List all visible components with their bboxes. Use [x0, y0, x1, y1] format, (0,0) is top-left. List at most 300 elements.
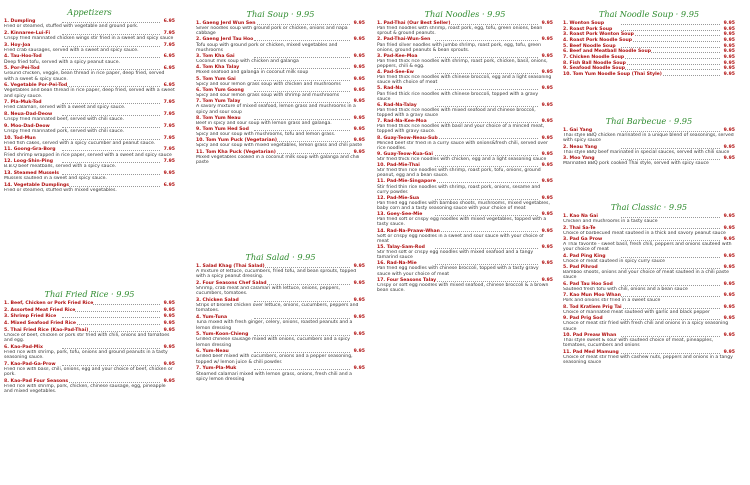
- menu-item: [563, 265, 735, 280]
- item-price: 9.95: [353, 65, 365, 71]
- item-price: 9.95: [723, 37, 735, 43]
- menu-item: [563, 128, 735, 143]
- item-description: Fried fish cakes, served with a spicy cucumber and peanut sauce.: [4, 140, 156, 146]
- item-price: 9.95: [723, 225, 735, 231]
- item-name: 5. Yum-Koon-Chieng: [196, 332, 249, 338]
- item-description: Marinated BBQ pork cooked Thai style, served with spicy sauce: [563, 161, 709, 167]
- item-price: 6.95: [163, 54, 175, 60]
- item-description: Pan fried thick rice noodles with chinese broccoli, egg and a light seasoning sauce with choice of meat: [377, 75, 552, 86]
- item-name: 17. Four Seasons Talay: [377, 277, 437, 283]
- item-price: 9.95: [541, 261, 553, 267]
- menu-item: [4, 19, 175, 29]
- menu-item: [563, 282, 735, 292]
- menu-item: [4, 345, 175, 360]
- menu-item: [196, 366, 365, 381]
- item-description: Choice of meat sauteed in spicy curry sauce: [563, 258, 665, 264]
- item-description: Soft or crispy egg noodles in a sweet and sour sauce with your choice of meat: [377, 233, 544, 244]
- menu-item: [196, 332, 365, 347]
- item-name: 8. Tom Yum Neau: [196, 115, 241, 121]
- menu-item: [563, 156, 735, 166]
- item-name: 3. Chicken Salad: [196, 298, 239, 304]
- item-description: Tuna mixed with fresh ginger, celery, onions, roasted peanuts and a lemon dressing: [196, 320, 353, 331]
- item-name: 1. Gai Yang: [563, 128, 593, 133]
- menu-item: [563, 49, 735, 54]
- menu-item: [563, 72, 735, 77]
- menu-item: [4, 136, 175, 146]
- menu-item: [563, 350, 735, 365]
- menu-item: [563, 38, 735, 43]
- menu-item: [563, 333, 735, 348]
- item-name: 11. Tom Kha Puck (Vegetarian): [196, 149, 276, 155]
- item-price: 9.95: [723, 237, 735, 242]
- item-price: 9.95: [353, 332, 365, 338]
- item-description: Tofu soup with ground pork or chicken, mixed vegetables and mushrooms: [196, 42, 338, 53]
- item-description: Choice of barbecued meat sauteed in a thick and savory peanut sauce: [563, 230, 726, 236]
- item-name: 2. Pad-Thai-Wun-Sen: [377, 37, 431, 43]
- item-price: 9.95: [541, 277, 553, 283]
- menu-item: [377, 136, 553, 151]
- item-price: 9.95: [723, 144, 735, 150]
- menu-section: [4, 290, 175, 396]
- menu-item: [4, 112, 175, 122]
- item-price: 9.95: [723, 316, 735, 322]
- item-description: Deep fried tofu, served with a spicy peanut sauce.: [4, 59, 120, 65]
- item-name: 7. Kao-Pad-Ga-Prow: [4, 361, 56, 367]
- item-price: 9.95: [541, 102, 553, 108]
- item-price: 9.95: [541, 228, 553, 234]
- item-description: Crispy fried marinated chicken wings stir fried in a sweet and spicy sauce: [4, 35, 174, 41]
- item-price: 7.95: [163, 100, 175, 106]
- item-price: 9.95: [353, 126, 365, 132]
- menu-item: [563, 305, 735, 315]
- item-description: A mixture of lettuce, cucumbers, fried tofu, and bean sprouts, topped with a spicy peanut dressing.: [196, 269, 357, 280]
- item-name: 15. Talay-Sam-Rod: [377, 244, 425, 250]
- menu-section: [196, 10, 365, 166]
- menu-column: [4, 0, 175, 485]
- item-name: 5. Beef Noodle Soup: [563, 43, 616, 49]
- menu-section: [377, 10, 553, 294]
- item-description: Thai style BBQ chicken marinated in a unique blend of seasonings, served with spicy sauce: [563, 133, 734, 144]
- menu-item: [377, 229, 553, 244]
- menu-item: [4, 183, 175, 193]
- item-price: 9.95: [353, 349, 365, 355]
- item-description: Steamed calamari mixed with lemon grass, onions, fresh chili and a spicy lemon dressing: [196, 371, 352, 382]
- item-description: A Thai favorite - sweet basil, fresh chili, peppers and onions sauteed with your choice of meat: [563, 242, 732, 253]
- item-name: 1. Pad-Thai (Our Best Seller): [377, 21, 451, 26]
- menu-section: [563, 117, 735, 168]
- item-name: 6. Tom Yum Goong: [196, 87, 244, 93]
- item-name: 3. Moo Yang: [563, 156, 595, 162]
- item-price: 7.95: [163, 30, 175, 36]
- item-price: 9.95: [541, 151, 553, 157]
- item-price: 9.95: [723, 66, 735, 72]
- item-description: Strips of broiled chicken over lettuce, onions, cucumbers, peppers and tomatoes.: [196, 303, 359, 314]
- item-description: Grilled chinese sausage mixed with onions, cucumbers and a spicy lemon dressing: [196, 337, 350, 348]
- item-name: 10. Tod-Mun: [4, 135, 36, 141]
- item-name: 1. Kao Na Gai: [563, 214, 598, 219]
- menu-item: [563, 145, 735, 155]
- section-title: Thai Soup · 9.95: [246, 9, 315, 19]
- item-price: 9.95: [353, 53, 365, 59]
- section-title: Thai Fried Rice · 9.95: [44, 289, 135, 299]
- menu-item: [196, 65, 365, 75]
- item-price: 9.95: [541, 86, 553, 92]
- menu-item: [563, 293, 735, 303]
- menu-item: [563, 21, 735, 26]
- item-price: 9.95: [723, 253, 735, 259]
- item-description: Pan fried thick rice noodles with chinese broccoli, topped with a gravy sauce: [377, 91, 539, 102]
- item-description: Beef in spicy and sour soup with lemon grass and galanga.: [196, 120, 332, 126]
- menu-item: [4, 159, 175, 169]
- item-price: 9.95: [353, 21, 365, 26]
- item-name: 2. Gaeng Jerd Tau Hoo: [196, 37, 254, 43]
- item-price: 9.95: [541, 70, 553, 76]
- item-name: 12. Pad-Mie-Sua: [377, 195, 420, 201]
- item-name: 9. Guay-Teow-Kua-Gai: [377, 151, 433, 157]
- item-description: Thai style BBQ beef marinated in special sauces, served with chili sauce: [563, 149, 730, 155]
- item-description: Fried rice with shrimp, pork, tofu, onions and ground peanuts in a tasty seasoning sauce.: [4, 349, 168, 360]
- item-price: 9.95: [541, 53, 553, 59]
- menu-item: [4, 314, 175, 319]
- item-price: 9.95: [353, 149, 365, 155]
- item-price: 9.95: [541, 21, 553, 26]
- menu-item: [377, 152, 553, 162]
- item-name: 5. Thai Fried Rice (Kao-Pad-Thai): [4, 327, 89, 333]
- item-name: 6. Yum-Neau: [196, 349, 229, 355]
- item-name: 9. Seafood Noodle Soup: [563, 66, 626, 72]
- item-price: 6.95: [163, 66, 175, 72]
- menu-item: [563, 32, 735, 37]
- item-price: 9.95: [163, 320, 175, 326]
- item-price: 9.95: [723, 214, 735, 219]
- menu-item: [4, 124, 175, 134]
- item-name: 4. Pad Ping King: [563, 253, 606, 259]
- item-name: 2. Neau Yang: [563, 144, 598, 150]
- item-name: 13. Goey-See-Mie: [377, 212, 423, 218]
- item-description: Coconut milk soup with chicken and galanga: [196, 59, 299, 65]
- item-description: Minced beef stir fried in a curry sauce with onions&fresh chili, served over rice noodles.: [377, 140, 548, 151]
- item-name: 10. Pad Preaw Whan: [563, 332, 617, 338]
- item-name: 4. Tau-Hoo-Tod: [4, 54, 42, 60]
- item-description: Pan fried silver noodles with jumbo shrimp, roast pork, egg, tofu, green onions, ground peanuts & bean sprouts.: [377, 42, 541, 53]
- item-name: 4. Pad-See-Ew: [377, 70, 414, 76]
- item-name: 6. Rad-Na-Talay: [377, 102, 417, 108]
- item-name: 9. Moo-Dad-Deow: [4, 123, 50, 129]
- item-price: 9.95: [353, 115, 365, 121]
- menu-item: [4, 66, 175, 81]
- item-name: 7. Tom Yum Talay: [196, 99, 241, 105]
- menu-item: [4, 308, 175, 313]
- item-price: 9.95: [541, 119, 553, 125]
- item-description: Vegetables and bean thread in rice paper, deep fried, served with a sweet and spicy sauce.: [4, 88, 175, 99]
- menu-item: [4, 301, 175, 306]
- item-description: Fried shrimp wrapped in rice paper, served with a sweet and spicy sauce: [4, 152, 172, 158]
- menu-item: [377, 212, 553, 227]
- item-description: Pan fried egg noodles with chinese broccoli, topped with a tasty gravy sauce with your choice of meat: [377, 266, 539, 277]
- item-price: 9.95: [353, 315, 365, 321]
- menu-item: [563, 61, 735, 66]
- item-name: 2. Roast Pork Soup: [563, 26, 613, 32]
- menu-item: [377, 119, 553, 134]
- item-name: 3. Pad Ga Prow: [563, 237, 603, 242]
- item-price: 9.95: [723, 304, 735, 310]
- item-description: Fried crab sausages, served with a sweet and spicy sauce.: [4, 47, 139, 53]
- item-description: Stir fried thin rice noodles with shrimp, roast pork, tofu, onions, ground peanut, egg and a bean sauce.: [377, 168, 541, 179]
- item-description: Crispy or soft egg noodles with mixed seafood, chinese broccoli & a brown bean sauce.: [377, 282, 549, 293]
- item-description: Crispy fried marinated beef, served with chili sauce.: [4, 117, 125, 123]
- menu-item: [4, 54, 175, 64]
- item-name: 2. Assorted Meat Fried Rice: [4, 307, 76, 313]
- item-name: 11. Goong-Gra-Borg: [4, 147, 56, 153]
- item-name: 8. Kao-Pad Four Seasons: [4, 378, 69, 384]
- item-price: 9.95: [541, 163, 553, 169]
- item-name: 10. Tom Yum Puck (Vegetarian): [196, 138, 277, 144]
- item-description: Stir fried soft or crispy egg noodles with mixed seafood and a tangy tamarind sauce: [377, 250, 534, 261]
- menu-item: [196, 150, 365, 165]
- item-description: Pan fried thick rice noodles with shrimp, roast pork, chicken, basil, onions, peppers, chili & egg.: [377, 58, 548, 70]
- menu-section: [563, 10, 735, 78]
- menu-item: [4, 171, 175, 181]
- item-price: 9.95: [163, 344, 175, 350]
- item-description: Thai style sweet & sour with sauteed choice of meat, pineapples, tomatoes, cucumbers and onions: [563, 338, 714, 349]
- item-name: 4. Tom Kha Talay: [196, 65, 240, 71]
- section-title: Thai Salad · 9.95: [245, 252, 316, 262]
- menu-item: [563, 55, 735, 60]
- item-description: Mixed vegetables cooked in a coconut milk soup with galanga and chili paste: [196, 154, 360, 165]
- item-name: 7. Yum-Pla-Muk: [196, 366, 237, 372]
- item-name: 6. Vegetable Por-Pei-Tod: [4, 83, 68, 89]
- item-price: 9.95: [163, 171, 175, 177]
- item-description: Choice of meat stir fried with fresh chili and onions in a spicy seasoning sauce: [563, 321, 729, 332]
- item-description: Fried calamari, served with a sweet and spicy sauce.: [4, 105, 126, 111]
- item-price: 9.95: [163, 307, 175, 313]
- item-name: 5. Rad-Na: [377, 86, 403, 92]
- item-description: Fried rice with shrimp, pork, chicken, chinese sausage, egg, pineapple and mixed vegetables.: [4, 383, 166, 394]
- item-name: 1. Wonton Soup: [563, 21, 605, 26]
- menu-item: [196, 54, 365, 64]
- section-title: Thai Classic · 9.95: [610, 202, 688, 212]
- item-name: 13. Steamed Mussels: [4, 171, 59, 177]
- item-price: 6.95: [163, 19, 175, 24]
- item-name: 3. Pad-Kee-Moa: [377, 53, 418, 59]
- item-price: 7.95: [163, 123, 175, 129]
- menu-item: [196, 77, 365, 87]
- menu-item: [4, 83, 175, 98]
- item-name: 3. Tom Kha Gai: [196, 53, 235, 59]
- item-name: 9. Tom Yum Hed Sod: [196, 126, 249, 132]
- item-name: 2. Kinnaree-Lui-Fi: [4, 30, 51, 36]
- item-price: 9.95: [353, 264, 365, 269]
- item-name: 7. Kao Mun Moo Whan: [563, 293, 621, 299]
- menu-item: [4, 362, 175, 377]
- item-price: 9.95: [541, 195, 553, 201]
- menu-item: [563, 254, 735, 264]
- item-price: 9.95: [541, 212, 553, 218]
- menu-item: [563, 214, 735, 224]
- item-price: 9.95: [723, 265, 735, 271]
- item-price: 7.95: [163, 159, 175, 165]
- menu-item: [4, 147, 175, 157]
- item-price: 9.95: [541, 244, 553, 250]
- item-name: 4. Mixed Seafood Fried Rice: [4, 320, 77, 326]
- item-name: 6. Kao-Pad-Mix: [4, 344, 43, 350]
- menu-item: [563, 66, 735, 71]
- item-name: 2. Four Seasons Chef Salad: [196, 281, 267, 287]
- item-name: 8. Fish Ball Noodle Soup: [563, 60, 626, 66]
- item-description: Spicy and sour soup with mushrooms, tofu and lemon grass.: [196, 132, 336, 138]
- menu-item: [196, 264, 365, 279]
- menu-column: [563, 0, 735, 485]
- item-description: Pan fried soft or crispy egg noodles with mixed vegetables, topped with a tasty sauce.: [377, 217, 547, 228]
- item-price: 9.95: [353, 138, 365, 144]
- item-description: Stir fried thick rice noodles with chicken, egg and a light seasoning sauce: [377, 157, 547, 163]
- menu-item: [377, 21, 553, 36]
- menu-item: [377, 163, 553, 178]
- menu-section: [196, 253, 365, 383]
- item-name: 6. Pad Tau Hoo Sod: [563, 281, 613, 287]
- menu-item: [377, 37, 553, 52]
- item-name: 8. Neua-Dad-Deow: [4, 112, 53, 117]
- item-description: Stir fried thin rice noodles with shrimp, roast pork, onions, sesame and curry powder.: [377, 184, 541, 195]
- item-price: 9.95: [541, 135, 553, 141]
- item-price: 7.95: [163, 147, 175, 153]
- item-description: Chicken and mushrooms in a tasty sauce: [563, 219, 658, 225]
- item-description: Pan fried thick rice noodles with basil and your choice of a minced meat, topped with gravy sauce.: [377, 124, 545, 135]
- menu-item: [196, 298, 365, 313]
- item-description: Sauteed fresh tofu with chili, onions and a bean sauce: [563, 286, 688, 292]
- menu-item: [377, 196, 553, 211]
- item-name: 14. Rad-Na-Praaw-Whan: [377, 228, 440, 234]
- item-price: 9.95: [723, 281, 735, 287]
- menu-item: [196, 315, 365, 330]
- item-price: 9.95: [723, 156, 735, 162]
- menu-item: [563, 316, 735, 331]
- item-description: Spicy and sour lemon grass soup with chicken and mushrooms: [196, 81, 341, 87]
- item-name: 11. Pad-Mie-Singapore: [377, 179, 436, 185]
- item-description: Mixed seafood and galanga in coconut milk soup: [196, 70, 309, 76]
- menu-item: [4, 100, 175, 110]
- menu-item: [4, 31, 175, 41]
- menu-item: [4, 328, 175, 343]
- item-price: 9.95: [163, 361, 175, 367]
- menu-item: [377, 179, 553, 194]
- menu-item: [563, 44, 735, 49]
- item-name: 10. Tom Yum Noodle Soup (Thai Style): [563, 71, 662, 77]
- menu-item: [377, 261, 553, 276]
- menu-item: [563, 226, 735, 236]
- item-price: 9.95: [163, 327, 175, 333]
- item-price: 9.95: [353, 37, 365, 43]
- menu-item: [377, 86, 553, 101]
- item-price: 9.95: [723, 293, 735, 299]
- menu-item: [4, 43, 175, 53]
- item-name: 1. Salad Khag (Thai Salad): [196, 264, 265, 269]
- item-description: Mussels sauteed in a sweet and spicy sauce.: [4, 176, 107, 182]
- item-description: Choice of beef, chicken or pork stir fried with chili, onions and tomatoes and egg.: [4, 332, 170, 343]
- item-description: Spicy and sour lemon grass soup with shrimp and mushrooms: [196, 93, 340, 99]
- item-description: Fried or steamed, stuffed with mixed vegetables.: [4, 188, 117, 194]
- item-description: Fried or steamed, stuffed with vegetable and ground pork.: [4, 24, 139, 30]
- item-name: 5. Por-Pei-Tod: [4, 66, 40, 72]
- menu-item: [196, 127, 365, 137]
- item-description: A savory mixture of mixed seafood, lemon grass and mushrooms in a spicy and sour soup: [196, 104, 356, 115]
- menu-item: [4, 321, 175, 326]
- item-price: 9.95: [163, 301, 175, 306]
- item-name: 5. Tom Yum Gai: [196, 76, 236, 82]
- item-description: Spicy and sour soup with mixed vegetables, lemon grass and chili paste: [196, 143, 363, 149]
- section-title: Thai Barbecue · 9.95: [605, 116, 693, 126]
- item-name: 7. Pla-Muk-Tod: [4, 100, 42, 106]
- item-price: 9.95: [723, 128, 735, 133]
- item-name: 16. Rad-Na-Mie: [377, 261, 417, 267]
- item-name: 10. Pad-Mie-Thai: [377, 163, 420, 169]
- item-price: 9.95: [353, 99, 365, 105]
- item-name: 1. Gaeng Jerd Wun Sen: [196, 21, 256, 26]
- item-price: 9.95: [723, 60, 735, 66]
- menu-item: [196, 99, 365, 114]
- item-description: Pork and onions stir fried in a sweet sauce: [563, 298, 661, 304]
- item-description: Crispy fried marinated pork, served with chili sauce.: [4, 128, 125, 134]
- menu-item: [196, 21, 365, 36]
- item-price: 9.95: [723, 32, 735, 38]
- item-description: Choice of marinated meat sauteed with garlic and black pepper: [563, 309, 710, 315]
- item-price: 9.95: [353, 366, 365, 372]
- menu-section: [563, 203, 735, 366]
- item-name: 1. Beef, Chicken or Pork Fried Rice: [4, 301, 94, 306]
- menu-item: [196, 116, 365, 126]
- item-description: Fried rice with basil, chili, onions, egg and your choice of beef, chicken or pork.: [4, 366, 173, 377]
- item-price: 9.95: [353, 281, 365, 287]
- item-description: Ground chicken, veggie, bean thread in rice paper, deep fried, served with a sweet & spicy sauce.: [4, 71, 165, 82]
- menu-item: [196, 349, 365, 364]
- item-name: 7. Chicken Noodle Soup: [563, 54, 625, 60]
- item-name: 3. Hoy-Joa: [4, 42, 31, 48]
- item-price: 7.95: [163, 135, 175, 141]
- item-description: B.B.Q beef meatballs, served with a spicy sauce.: [4, 164, 117, 170]
- menu-column: [377, 0, 553, 485]
- item-price: 9.95: [723, 332, 735, 338]
- item-name: 3. Roast Pork Wonton Soup: [563, 32, 634, 38]
- item-price: 7.95: [163, 42, 175, 48]
- item-description: Pan fried thick rice noodles with mixed seafood and chinese broccoli, topped with a gravy sauce: [377, 107, 536, 119]
- item-price: 9.95: [353, 87, 365, 93]
- menu-item: [563, 237, 735, 252]
- menu-item: [4, 379, 175, 394]
- item-name: 14. Vegetable Dumplings: [4, 182, 70, 188]
- item-name: 2. Thai Sa-Te: [563, 225, 596, 231]
- menu-item: [377, 245, 553, 260]
- item-name: 9. Pad Prig Sod: [563, 316, 603, 322]
- item-name: 4. Roast Pork Noodle Soup: [563, 37, 633, 43]
- item-name: 8. Guay-Teow-Neau-Sub: [377, 135, 438, 141]
- item-price: 9.95: [723, 43, 735, 49]
- menu-item: [377, 103, 553, 118]
- item-name: 8. Tod Kratiem Prig Tai: [563, 304, 622, 310]
- item-description: Pan fried noodles with shrimp, roast pork, egg, tofu, green onions, bean sprout & ground peanuts.: [377, 26, 543, 37]
- section-title: Thai Noodle Soup · 9.95: [598, 9, 700, 19]
- item-price: 6.95: [163, 182, 175, 188]
- menu-item: [377, 54, 553, 69]
- item-name: 5. Pad Pihrod: [563, 265, 598, 271]
- item-price: 9.95: [723, 349, 735, 355]
- item-description: Silver noodles soup with ground pork or chicken, onions and napa cabbage: [196, 26, 348, 37]
- item-description: Choice of meat stir fried with cashew nuts, peppers and onions in a tangy seasoning sauce: [563, 354, 733, 365]
- item-name: 12. Loog-Shin-Ping: [4, 159, 54, 165]
- item-price: 9.95: [163, 378, 175, 384]
- item-price: 9.95: [541, 37, 553, 43]
- item-name: 6. Beef and Meatball Noodle Soup: [563, 49, 652, 55]
- item-description: Pan fried egg noodles with bamboo shoots, mushrooms, mixed vegetables, baby corn and a tasty seasoning sauce with your choice of meat: [377, 200, 550, 212]
